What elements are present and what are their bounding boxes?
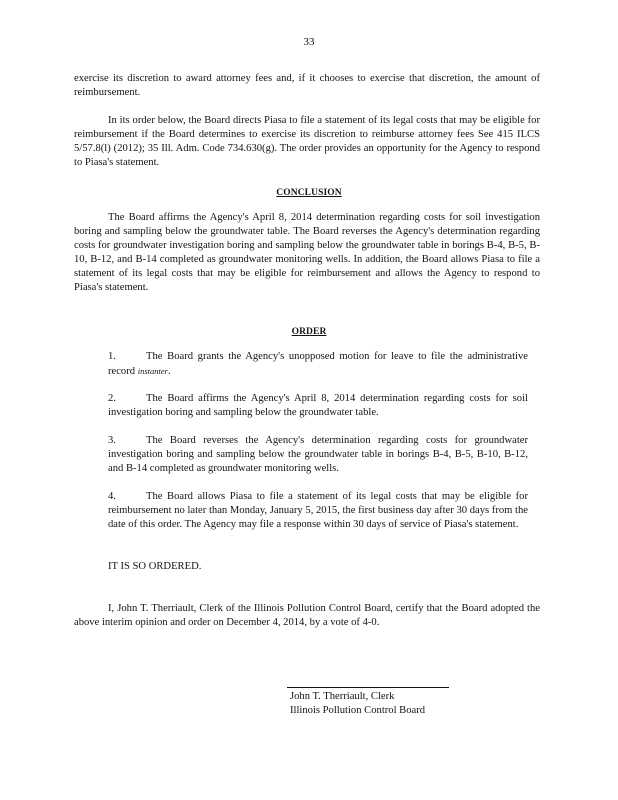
signature-line — [287, 687, 449, 688]
order-below-paragraph-block — [74, 114, 540, 170]
order-item-4 — [108, 490, 528, 532]
order-below-paragraph: In its order below, the Board directs Piasa to file a statement of its legal costs that may be eligible for reimbursement if the Board determines to exercise its discretion to reimburse attorney fees See 415 ILCS 5/57.8(l) (2012); 35 Ill. Adm. Code 734.630(g). The order provides an opportunity for the Agency to respond to Piasa's statement. — [74, 115, 540, 168]
order-item-text: The Board reverses the Agency's determination regarding costs for groundwater investigation boring and sampling below the groundwater table in borings B-4, B-5, B-10, B-12, and B-14 completed as groundwater monitoring wells. — [108, 435, 528, 474]
order-item-2 — [108, 392, 528, 420]
order-item-1: 1. The Board grants the Agency's unopposed motion for leave to file the administrative record instanter. — [108, 351, 528, 377]
signature-name: John T. Therriault, Clerk — [290, 691, 395, 702]
order-item-text: The Board allows Piasa to file a statement of its legal costs that may be eligible for reimbursement no later than Monday, January 5, 2015, the first business day after 30 days from the date of this order. The Agency may file a response within 30 days of service of Piasa's statement. — [108, 491, 528, 530]
so-ordered: IT IS SO ORDERED. — [108, 561, 202, 572]
conclusion-paragraph: The Board affirms the Agency's April 8, 2014 determination regarding costs for soil investigation boring and sampling below the groundwater table. The Board reverses the Agency's determination regarding costs for groundwater investigation boring and sampling below the groundwater table in borings B-4, B-5, B-10, B-12, and B-14 completed as groundwater monitoring wells. In addition, the Board allows Piasa to file a statement of its legal costs that may be eligible for reimbursement and allows the Agency to respond to Piasa's statement. — [74, 212, 540, 293]
order-item-text: The Board affirms the Agency's April 8, 2014 determination regarding costs for soil investigation boring and sampling below the groundwater table. — [108, 393, 528, 418]
so-ordered-block — [108, 560, 408, 574]
order-item-number: 2. — [108, 393, 116, 404]
order-item-number: 1. — [108, 351, 116, 362]
intro-paragraph: exercise its discretion to award attorney fees and, if it chooses to exercise that discretion, the amount of reimbursement. — [74, 73, 540, 98]
conclusion-paragraph-block — [74, 211, 540, 295]
certification-paragraph: I, John T. Therriault, Clerk of the Illinois Pollution Control Board, certify that the Board adopted the above interim opinion and order on December 4, 2014, by a vote of 4-0. — [74, 603, 540, 628]
order-heading: ORDER — [291, 327, 327, 337]
intro-paragraph-block — [74, 72, 540, 100]
page-number: 33 — [303, 36, 315, 48]
order-item-3 — [108, 434, 528, 476]
order-item-text: The Board grants the Agency's unopposed motion for leave to file the administrative record — [108, 351, 528, 377]
certification-block — [74, 602, 540, 630]
conclusion-heading: CONCLUSION — [276, 188, 342, 198]
order-item-number: 3. — [108, 435, 116, 446]
signature-organization: Illinois Pollution Control Board — [290, 705, 426, 716]
order-item-italic: instanter — [137, 366, 168, 376]
order-item-number: 4. — [108, 491, 116, 502]
